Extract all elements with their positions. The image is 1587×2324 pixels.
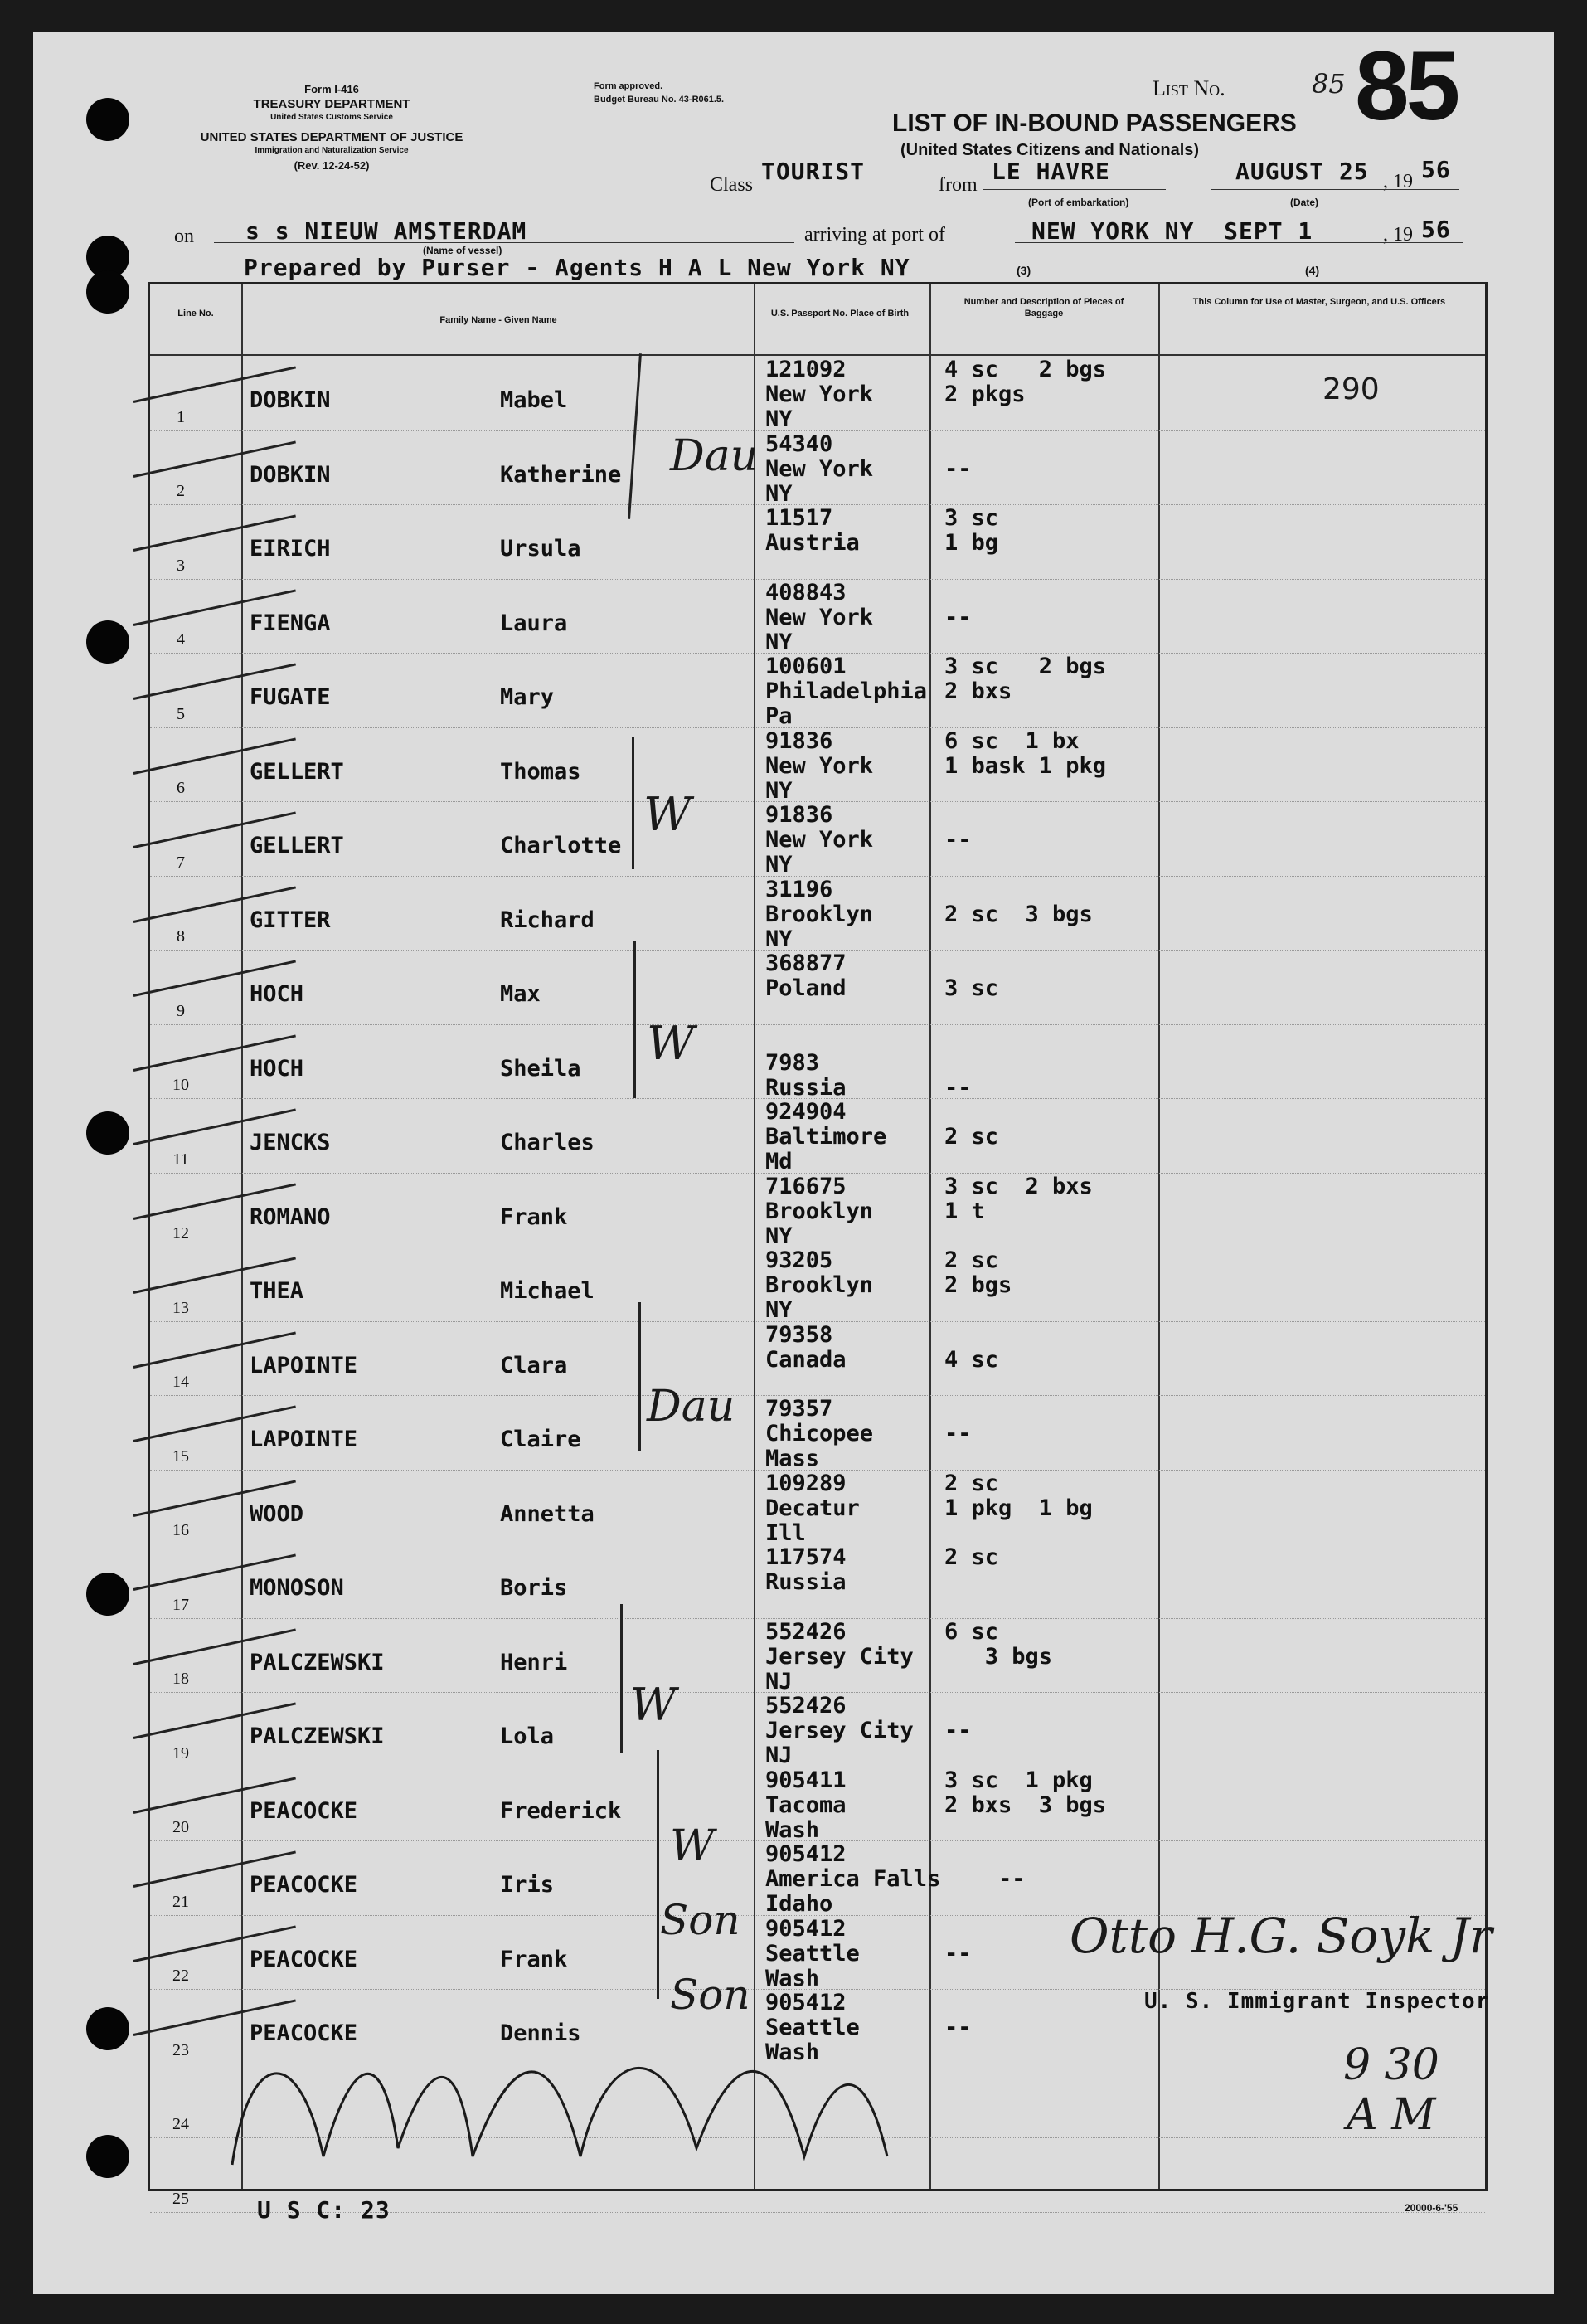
- list-no-stamp: 85: [1355, 32, 1458, 141]
- passport-birthplace: 7983 Russia: [765, 1049, 847, 1101]
- table-row: [150, 1321, 1485, 1397]
- table-row: [150, 801, 1485, 877]
- passport-birthplace: 79357 Chicopee Mass: [765, 1396, 874, 1471]
- family-name: FUGATE: [250, 684, 331, 710]
- prepared-by: Prepared by Purser - Agents H A L New York NY: [244, 254, 910, 281]
- header-baggage: Number and Description of Pieces of Baggage: [963, 297, 1124, 318]
- table-row: [150, 1098, 1485, 1174]
- line-number: 13: [172, 1298, 189, 1317]
- inspection-time: 9 30 A M: [1343, 2040, 1439, 2140]
- line-number: 16: [172, 1521, 189, 1539]
- given-name: Henri: [500, 1649, 568, 1675]
- table-row: [150, 727, 1485, 803]
- given-name: Thomas: [500, 758, 581, 785]
- baggage: --: [944, 604, 972, 630]
- list-no-label: List No.: [1153, 76, 1225, 100]
- date-label: (Date): [1290, 197, 1319, 208]
- family-name: HOCH: [250, 1055, 304, 1082]
- passport-birthplace: 91836 New York NY: [765, 727, 874, 804]
- passport-birthplace: 109289 Decatur Ill: [765, 1470, 860, 1546]
- ins-service: Immigration and Naturalization Service: [255, 146, 409, 155]
- baggage: 3 sc 1 bg: [944, 505, 999, 556]
- baggage: 3 sc 2 bxs 1 t: [944, 1173, 1093, 1224]
- line-number: 6: [177, 779, 185, 797]
- passport-birthplace: 905411 Tacoma Wash: [765, 1767, 847, 1843]
- given-name: Laura: [500, 610, 568, 636]
- date-year-prefix: , 19: [1383, 171, 1413, 192]
- line-number: 11: [172, 1150, 189, 1169]
- cancel-scrawl: [199, 2015, 1128, 2190]
- relation-dau: Dau: [670, 431, 759, 481]
- baggage: --: [944, 1940, 972, 1967]
- form-subtitle: (United States Citizens and Nationals): [900, 141, 1200, 159]
- port-label: (Port of embarkation): [1028, 197, 1129, 208]
- passport-birthplace: 91836 New York NY: [765, 802, 874, 878]
- relation-w: W: [630, 1679, 677, 1731]
- table-row: [150, 1395, 1485, 1471]
- passport-birthplace: 100601 Philadelphia Pa: [765, 654, 928, 729]
- table-row: [150, 1618, 1485, 1694]
- given-name: Frank: [500, 1203, 568, 1230]
- given-name: Boris: [500, 1575, 568, 1601]
- line-number: 5: [177, 704, 185, 723]
- inspector-signature: Otto H.G. Soyk Jr: [1070, 1908, 1492, 1964]
- baggage: --: [944, 827, 972, 853]
- form-approved: Form approved.: [594, 81, 663, 91]
- justice-dept: UNITED STATES DEPARTMENT OF JUSTICE: [200, 130, 463, 144]
- list-no-handwritten: 85: [1312, 68, 1346, 100]
- family-name: PEACOCKE: [250, 1872, 358, 1898]
- vessel-label: (Name of vessel): [423, 245, 502, 256]
- given-name: Frank: [500, 1946, 568, 1972]
- table-row: [150, 579, 1485, 654]
- column-mark-3: (3): [1017, 264, 1031, 277]
- arrival-year: 56: [1421, 216, 1451, 243]
- baggage: 6 sc 3 bgs: [944, 1618, 1053, 1670]
- table-row: [150, 1544, 1485, 1619]
- table-row: [150, 950, 1485, 1025]
- line-number: 4: [177, 630, 185, 649]
- baggage: 2 sc: [944, 1544, 999, 1570]
- passport-birthplace: 552426 Jersey City NJ: [765, 1693, 914, 1768]
- baggage: 6 sc 1 bx 1 bask 1 pkg: [944, 727, 1107, 779]
- passport-birthplace: 121092 New York NY: [765, 357, 874, 432]
- line-number: 3: [177, 556, 185, 575]
- punch-hole: [86, 2007, 129, 2050]
- baggage: --: [944, 1421, 972, 1446]
- given-name: Max: [500, 981, 541, 1007]
- passport-birthplace: 368877 Poland: [765, 951, 847, 1001]
- footer-code: U S C: 23: [257, 2196, 391, 2224]
- punch-hole: [86, 620, 129, 664]
- line-number: 23: [172, 2040, 189, 2059]
- family-name: HOCH: [250, 981, 304, 1007]
- given-name: Sheila: [500, 1055, 581, 1082]
- relation-w: W: [647, 1017, 695, 1071]
- given-name: Claire: [500, 1427, 581, 1452]
- class-value: TOURIST: [761, 158, 866, 185]
- baggage: 3 sc 1 pkg 2 bxs 3 bgs: [944, 1767, 1107, 1818]
- table-row: [150, 1247, 1485, 1322]
- table-row: [150, 1173, 1485, 1248]
- relation-w: W: [643, 788, 692, 842]
- given-name: Dennis: [500, 2020, 581, 2046]
- baggage: 2 sc: [944, 1124, 999, 1150]
- line-number: 24: [172, 2115, 189, 2133]
- passport-birthplace: 552426 Jersey City NJ: [765, 1618, 914, 1694]
- arriving-label: arriving at port of: [804, 224, 945, 246]
- baggage: 2 sc 2 bgs: [944, 1247, 1012, 1298]
- family-name: ROMANO: [250, 1203, 331, 1230]
- passport-birthplace: 905412 Seattle Wash: [765, 1990, 860, 2065]
- line-number: 21: [172, 1892, 189, 1911]
- arrival-year-prefix: , 19: [1383, 224, 1413, 246]
- given-name: Frederick: [500, 1797, 622, 1824]
- baggage: --: [998, 1866, 1026, 1892]
- given-name: Iris: [500, 1872, 555, 1898]
- arrival-port: NEW YORK NY SEPT 1: [1031, 217, 1313, 245]
- baggage: --: [944, 1718, 972, 1743]
- table-row: [150, 1692, 1485, 1767]
- given-name: Katherine: [500, 461, 622, 488]
- family-name: PEACOCKE: [250, 1946, 358, 1972]
- given-name: Clara: [500, 1352, 568, 1378]
- baggage: --: [944, 1074, 972, 1101]
- line-number: 20: [172, 1818, 189, 1836]
- passport-birthplace: 54340 New York NY: [765, 430, 874, 507]
- passport-birthplace: 79358 Canada: [765, 1321, 847, 1373]
- table-row: [150, 876, 1485, 951]
- on-label: on: [174, 226, 194, 247]
- inspector-label: U. S. Immigrant Inspector: [1144, 1989, 1490, 2014]
- table-row: [150, 653, 1485, 728]
- from-label: from: [939, 174, 978, 196]
- table-row: [150, 1470, 1485, 1545]
- punch-hole: [86, 1111, 129, 1155]
- passenger-count: 290: [1322, 372, 1380, 406]
- family-name: MONOSON: [250, 1575, 344, 1601]
- family-name: DOBKIN: [250, 387, 331, 413]
- baggage: 4 sc 2 bgs 2 pkgs: [944, 357, 1107, 407]
- date-value: AUGUST 25: [1235, 158, 1369, 185]
- line-number: 1: [177, 407, 185, 426]
- line-number: 9: [177, 1001, 185, 1020]
- punch-hole: [86, 2135, 129, 2178]
- passport-birthplace: 905412 America Falls Idaho: [765, 1841, 941, 1917]
- form-number: Form I-416: [304, 83, 359, 95]
- family-name: GELLERT: [250, 758, 344, 785]
- passport-birthplace: 31196 Brooklyn NY: [765, 876, 874, 952]
- passport-birthplace: 93205 Brooklyn NY: [765, 1247, 874, 1323]
- date-year: 56: [1421, 156, 1451, 183]
- family-name: EIRICH: [250, 536, 331, 562]
- baggage: 3 sc: [944, 975, 999, 1001]
- budget-bureau: Budget Bureau No. 43-R061.5.: [594, 95, 725, 105]
- class-label: Class: [710, 174, 754, 196]
- given-name: Mary: [500, 684, 555, 710]
- passport-birthplace: 408843 New York NY: [765, 579, 874, 655]
- given-name: Annetta: [500, 1500, 595, 1527]
- table-row: [150, 356, 1485, 431]
- baggage: --: [944, 455, 972, 482]
- family-name: PEACOCKE: [250, 2020, 358, 2046]
- footer-print: 20000-6-'55: [1405, 2202, 1458, 2214]
- family-name: THEA: [250, 1278, 304, 1304]
- line-number: 25: [172, 2189, 189, 2208]
- family-name: PALCZEWSKI: [250, 1724, 385, 1749]
- header-officers: This Column for Use of Master, Surgeon, and U.S. Officers: [1192, 297, 1446, 307]
- baggage: 3 sc 2 bgs 2 bxs: [944, 654, 1107, 704]
- baggage: 4 sc: [944, 1346, 999, 1373]
- line-number: 14: [172, 1373, 189, 1391]
- family-name: GITTER: [250, 907, 331, 933]
- relation-w: W: [670, 1821, 715, 1871]
- family-name: LAPOINTE: [250, 1352, 358, 1378]
- baggage: --: [944, 2015, 972, 2040]
- header-passport: U.S. Passport No. Place of Birth: [770, 309, 910, 318]
- given-name: Charlotte: [500, 833, 622, 858]
- table-row: [150, 430, 1485, 506]
- table-row: [150, 1767, 1485, 1842]
- relation-dau: Dau: [647, 1382, 735, 1432]
- baggage: 2 sc 1 pkg 1 bg: [944, 1470, 1093, 1521]
- form-title: LIST OF IN-BOUND PASSENGERS: [892, 109, 1297, 137]
- line-number: 22: [172, 1967, 189, 1985]
- line-number: 17: [172, 1595, 189, 1614]
- vessel-name: s s NIEUW AMSTERDAM: [245, 217, 527, 245]
- customs-service: United States Customs Service: [270, 113, 393, 122]
- passport-birthplace: 924904 Baltimore Md: [765, 1099, 887, 1174]
- line-number: 10: [172, 1076, 189, 1094]
- line-number: 19: [172, 1743, 189, 1762]
- baggage: 2 sc 3 bgs: [944, 901, 1093, 927]
- line-number: 2: [177, 482, 185, 500]
- family-name: WOOD: [250, 1500, 304, 1527]
- family-name: JENCKS: [250, 1130, 331, 1155]
- family-name: DOBKIN: [250, 461, 331, 488]
- given-name: Ursula: [500, 536, 581, 562]
- punch-hole: [86, 1573, 129, 1616]
- revision: (Rev. 12-24-52): [294, 159, 370, 172]
- line-number: 15: [172, 1446, 189, 1466]
- punch-hole: [86, 270, 129, 314]
- relation-son: Son: [670, 1971, 750, 2019]
- family-name: PALCZEWSKI: [250, 1649, 385, 1675]
- passport-birthplace: 117574 Russia: [765, 1544, 847, 1595]
- passport-birthplace: 716675 Brooklyn NY: [765, 1173, 874, 1249]
- line-number: 8: [177, 927, 185, 946]
- given-name: Charles: [500, 1130, 595, 1155]
- passport-birthplace: 905412 Seattle Wash: [765, 1915, 860, 1991]
- line-number: 7: [177, 853, 185, 872]
- given-name: Mabel: [500, 387, 568, 413]
- family-name: GELLERT: [250, 833, 344, 858]
- line-number: 12: [172, 1224, 189, 1242]
- given-name: Lola: [500, 1724, 555, 1749]
- table-row: [150, 504, 1485, 580]
- given-name: Michael: [500, 1278, 595, 1304]
- family-name: PEACOCKE: [250, 1797, 358, 1824]
- family-name: FIENGA: [250, 610, 331, 636]
- punch-hole: [86, 98, 129, 141]
- header-name: Family Name - Given Name: [439, 315, 557, 325]
- table-row: [150, 1024, 1485, 1100]
- column-mark-4: (4): [1305, 264, 1320, 277]
- relation-son: Son: [660, 1896, 740, 1944]
- treasury-dept: TREASURY DEPARTMENT: [253, 97, 410, 111]
- line-number: 18: [172, 1670, 189, 1688]
- family-name: LAPOINTE: [250, 1427, 358, 1452]
- passport-birthplace: 11517 Austria: [765, 505, 860, 556]
- given-name: Richard: [500, 907, 595, 933]
- table-row: [150, 1840, 1485, 1916]
- header-line-no: Line No.: [177, 309, 214, 318]
- from-value: LE HAVRE: [992, 158, 1110, 185]
